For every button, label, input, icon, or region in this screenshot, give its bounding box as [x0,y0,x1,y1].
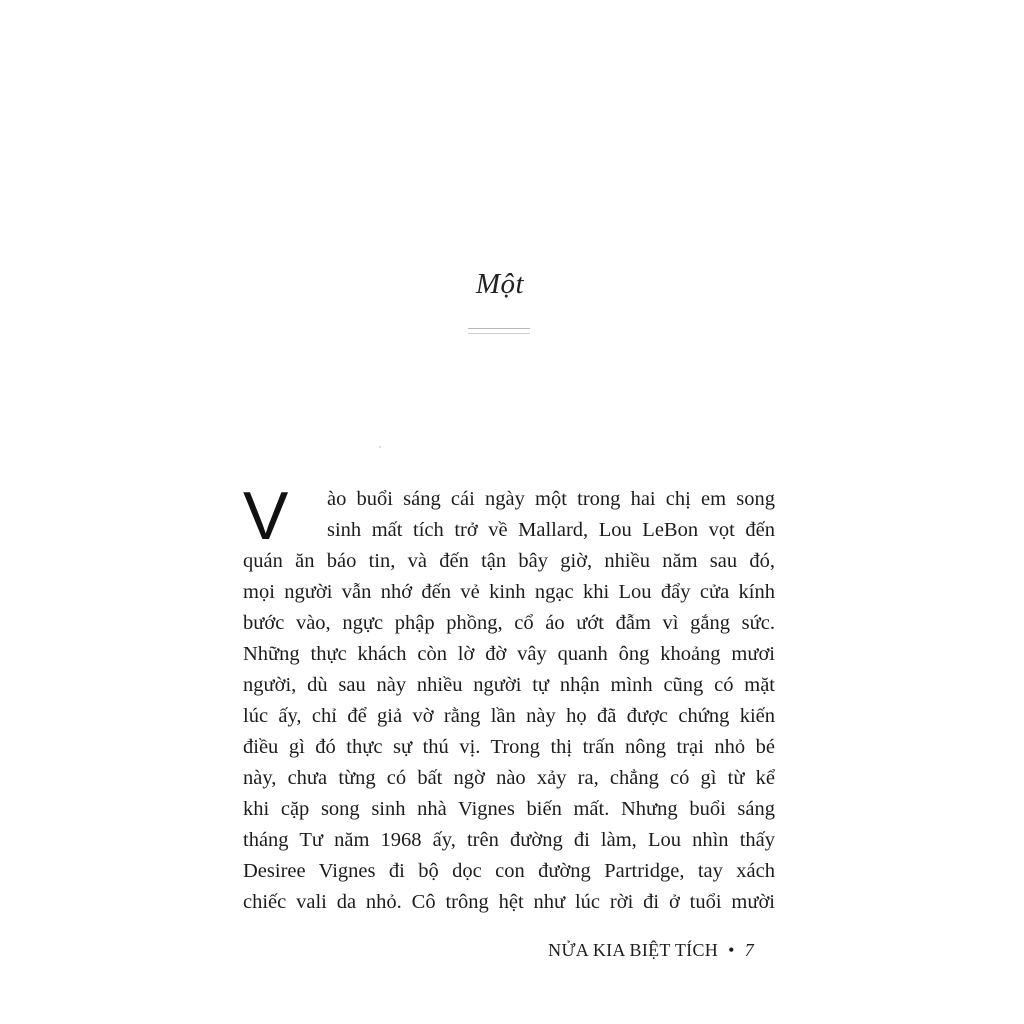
page-number: 7 [744,940,754,960]
body-line: tháng Tư năm 1968 ấy, trên đường đi làm, Lou nhìn thấy [243,829,775,851]
body-line: người, dù sau này nhiều người tự nhận mình cũng có mặt [243,674,775,696]
body-line: chiếc vali da nhỏ. Cô trông hệt như lúc rời đi ở tuổi mười [243,891,775,913]
book-title: NỬA KIA BIỆT TÍCH [548,940,719,960]
footer-separator: • [728,940,735,960]
body-line: sinh mất tích trở về Mallard, Lou LeBon vọt đến [327,519,775,541]
paper-speck [379,446,381,448]
body-line: lúc ấy, chỉ để giả vờ rằng lần này họ đã được chứng kiến [243,705,775,727]
body-line: bước vào, ngực phập phồng, cổ áo ướt đẫm vì gắng sức. [243,612,775,634]
chapter-title: Một [475,268,525,300]
drop-cap: V [243,478,289,554]
body-line: mọi người vẫn nhớ đến vẻ kinh ngạc khi Lou đẩy cửa kính [243,581,775,603]
body-line: điều gì đó thực sự thú vị. Trong thị trấn nông trại nhỏ bé [243,736,775,758]
body-line: này, chưa từng có bất ngờ nào xảy ra, chẳng có gì từ kể [243,767,775,789]
body-line: khi cặp song sinh nhà Vignes biến mất. Nhưng buổi sáng [243,798,775,820]
body-line: ào buổi sáng cái ngày một trong hai chị em song [327,488,775,510]
body-text [243,478,775,918]
body-line: Những thực khách còn lờ đờ vây quanh ông khoảng mươi [243,643,775,665]
body-line: Desiree Vignes đi bộ dọc con đường Partridge, tay xách [243,860,775,882]
running-footer [548,940,754,961]
body-line: quán ăn báo tin, và đến tận bây giờ, nhiều năm sau đó, [243,550,775,572]
chapter-ornament [468,328,530,334]
